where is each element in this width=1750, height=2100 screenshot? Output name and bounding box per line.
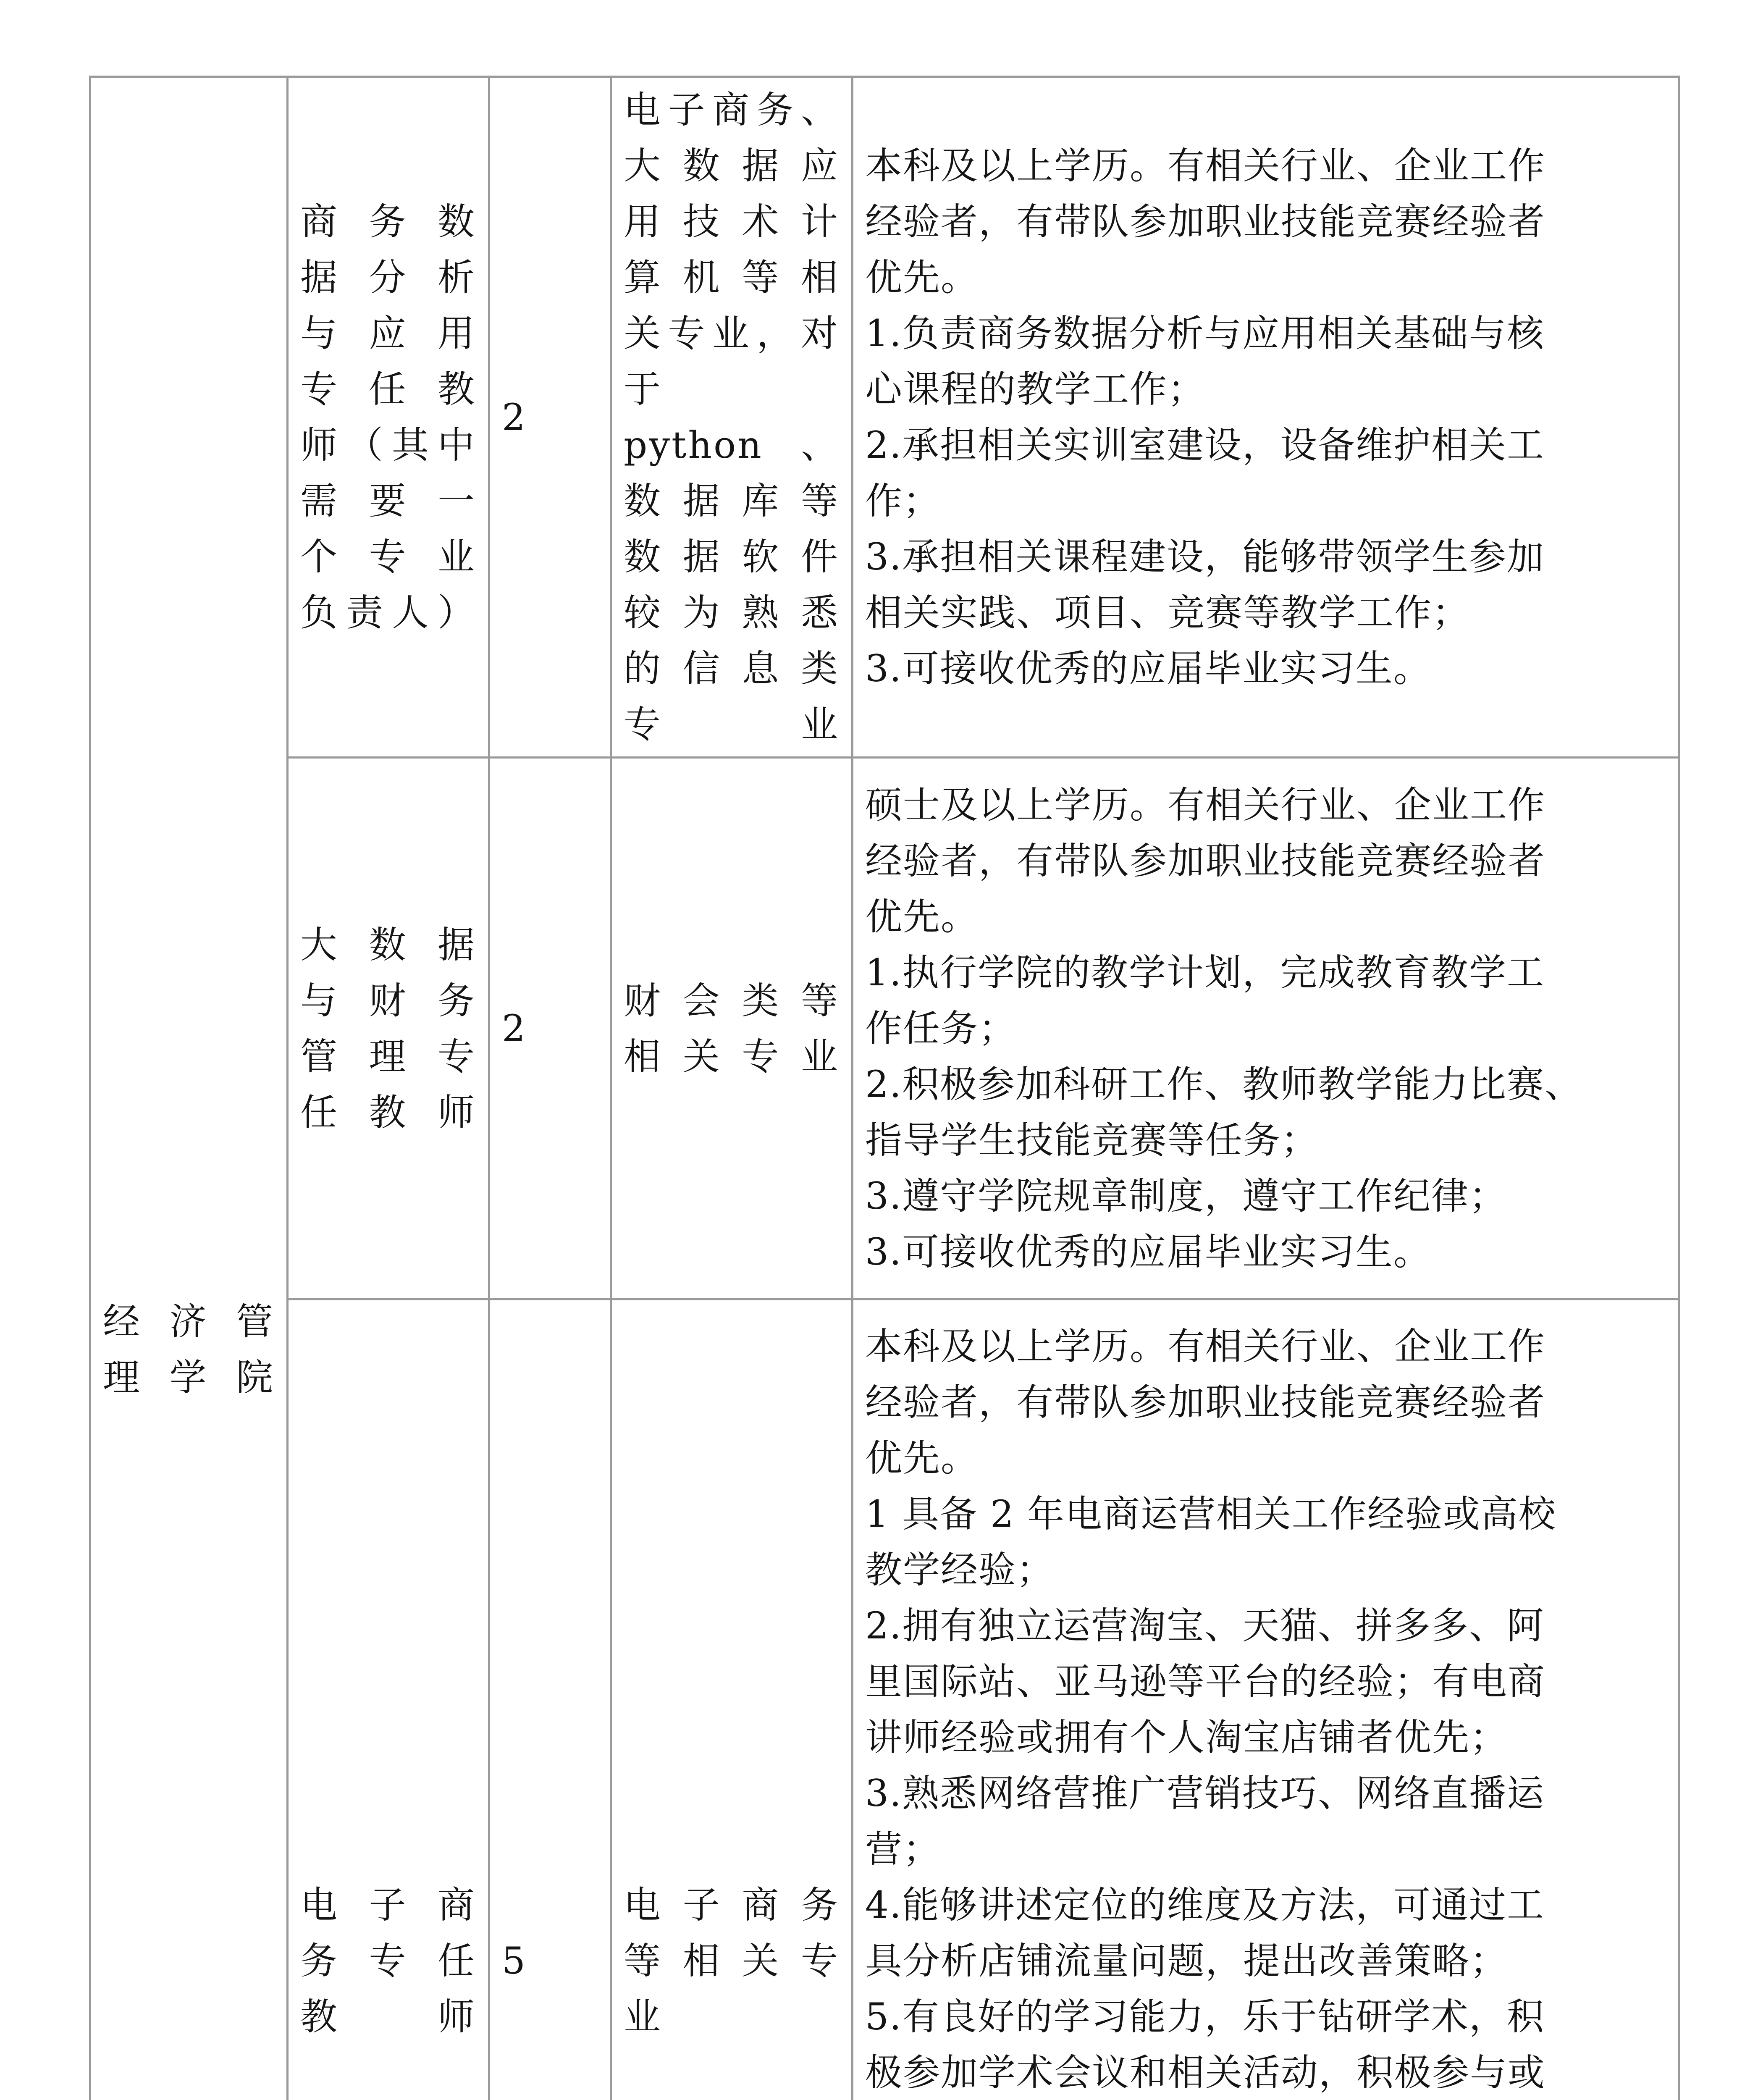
position-cell <box>288 758 489 1299</box>
major-text-line: 大 数 据 应 <box>624 144 840 187</box>
requirements-cell <box>853 758 1679 1299</box>
major-text-line: 电 子 商 务 <box>624 1883 840 1927</box>
recruitment-table <box>89 76 1680 2100</box>
requirement-line: 经验者，有带队参加职业技能竞赛经验者 <box>865 839 1546 882</box>
department-text-line: 经 济 管 <box>103 1300 275 1343</box>
major-text-line: 数 据 库 等 <box>624 479 840 522</box>
requirements-cell <box>853 77 1679 758</box>
department-cell <box>90 77 288 2100</box>
position-text-line: 商 务 数 <box>300 200 476 243</box>
requirement-line: 教学经验； <box>865 1548 1055 1591</box>
position-text-line: 负责人） <box>300 591 476 634</box>
requirement-line: 2.积极参加科研工作、教师教学能力比赛、 <box>865 1063 1582 1106</box>
requirement-line: 1 具备 2 年电商运营相关工作经验或高校 <box>865 1492 1556 1536</box>
position-text-line: 个 专 业 <box>300 535 476 578</box>
position-text-line: 与 财 务 <box>300 979 476 1022</box>
table-row <box>90 758 1679 1299</box>
position-cell <box>288 1299 489 2100</box>
major-text-line: 财 会 类 等 <box>624 979 840 1022</box>
requirement-line: 里国际站、亚马逊等平台的经验；有电商 <box>865 1660 1546 1703</box>
major-cell <box>611 1299 853 2100</box>
requirement-line: 3.可接收优秀的应届毕业实习生。 <box>865 1230 1431 1273</box>
requirement-line: 作任务； <box>865 1007 1017 1050</box>
major-text-line: 业 <box>624 1995 663 2038</box>
requirement-line: 2.承担相关实训室建设，设备维护相关工 <box>865 423 1545 467</box>
position-text-line: 据 分 析 <box>300 256 476 299</box>
table-row <box>90 77 1679 758</box>
requirement-line: 3.熟悉网络营推广营销技巧、网络直播运 <box>865 1772 1545 1815</box>
major-text-line: 相关专业 <box>624 1034 840 1078</box>
position-text-line: 务 专 任 <box>300 1939 476 1982</box>
requirement-line: 指导学生技能竞赛等任务； <box>865 1118 1319 1162</box>
position-cell <box>288 77 489 758</box>
requirement-line: 极参加学术会议和相关活动，积极参与或 <box>865 2051 1546 2094</box>
major-text-line: 算 机 等 相 <box>624 256 840 299</box>
position-text-line: 需 要 一 <box>300 479 476 522</box>
requirement-line: 硕士及以上学历。有相关行业、企业工作 <box>865 783 1546 827</box>
requirements-cell <box>853 1299 1679 2100</box>
requirement-line: 经验者，有带队参加职业技能竞赛经验者 <box>865 1381 1546 1424</box>
position-text-line: 教师 <box>300 1995 476 2038</box>
position-text-line: 任教师 <box>300 1090 476 1134</box>
headcount-cell: 2 <box>489 758 611 1299</box>
requirement-line: 本科及以上学历。有相关行业、企业工作 <box>865 1325 1546 1368</box>
major-text-line: 于 python、 <box>624 368 840 467</box>
requirement-line: 营； <box>865 1827 941 1871</box>
requirement-line: 5.有良好的学习能力，乐于钻研学术，积 <box>865 1995 1545 2038</box>
major-text-line: 的 信 息 类 <box>624 647 840 690</box>
requirement-line: 作； <box>865 479 941 522</box>
headcount-cell: 5 <box>489 1299 611 2100</box>
requirement-line: 4.能够讲述定位的维度及方法，可通过工 <box>865 1883 1545 1927</box>
major-text-line: 用 技 术 计 <box>624 200 840 243</box>
requirement-line: 心课程的教学工作； <box>865 368 1206 411</box>
requirement-line: 优先。 <box>865 895 979 938</box>
major-text-line: 专业 <box>624 703 840 746</box>
major-text-line: 电子商务、 <box>624 88 840 131</box>
requirement-line: 1.执行学院的教学计划，完成教育教学工 <box>865 951 1545 994</box>
requirement-line: 相关实践、项目、竞赛等教学工作； <box>865 591 1470 634</box>
requirement-line: 3.遵守学院规章制度，遵守工作纪律； <box>865 1174 1507 1218</box>
major-cell <box>611 77 853 758</box>
headcount-cell: 2 <box>489 77 611 758</box>
major-text-line: 数 据 软 件 <box>624 535 840 578</box>
requirement-line: 讲师经验或拥有个人淘宝店铺者优先； <box>865 1716 1508 1759</box>
table-row <box>90 1299 1679 2100</box>
major-text-line: 等 相 关 专 <box>624 1939 840 1982</box>
position-text-line: 大 数 据 <box>300 923 476 966</box>
requirement-line: 1.负责商务数据分析与应用相关基础与核 <box>865 312 1545 355</box>
requirement-line: 具分析店铺流量问题，提出改善策略； <box>865 1939 1508 1982</box>
position-text-line: 专 任 教 <box>300 368 476 411</box>
position-text-line: 师（其中 <box>300 423 476 467</box>
position-text-line: 与 应 用 <box>300 312 476 355</box>
position-text-line: 电 子 商 <box>300 1883 476 1927</box>
requirement-line: 3.可接收优秀的应届毕业实习生。 <box>865 647 1431 690</box>
department-text-line: 理学院 <box>103 1356 275 1399</box>
major-text-line: 较 为 熟 悉 <box>624 591 840 634</box>
requirement-line: 优先。 <box>865 256 979 299</box>
major-cell <box>611 758 853 1299</box>
requirement-line: 经验者，有带队参加职业技能竞赛经验者 <box>865 200 1546 243</box>
major-text-line: 关专业，对 <box>624 312 840 355</box>
requirement-line: 2.拥有独立运营淘宝、天猫、拼多多、阿 <box>865 1604 1545 1647</box>
requirement-line: 本科及以上学历。有相关行业、企业工作 <box>865 144 1546 187</box>
requirement-line: 3.承担相关课程建设，能够带领学生参加 <box>865 535 1545 578</box>
requirement-line: 优先。 <box>865 1436 979 1480</box>
position-text-line: 管 理 专 <box>300 1034 476 1078</box>
